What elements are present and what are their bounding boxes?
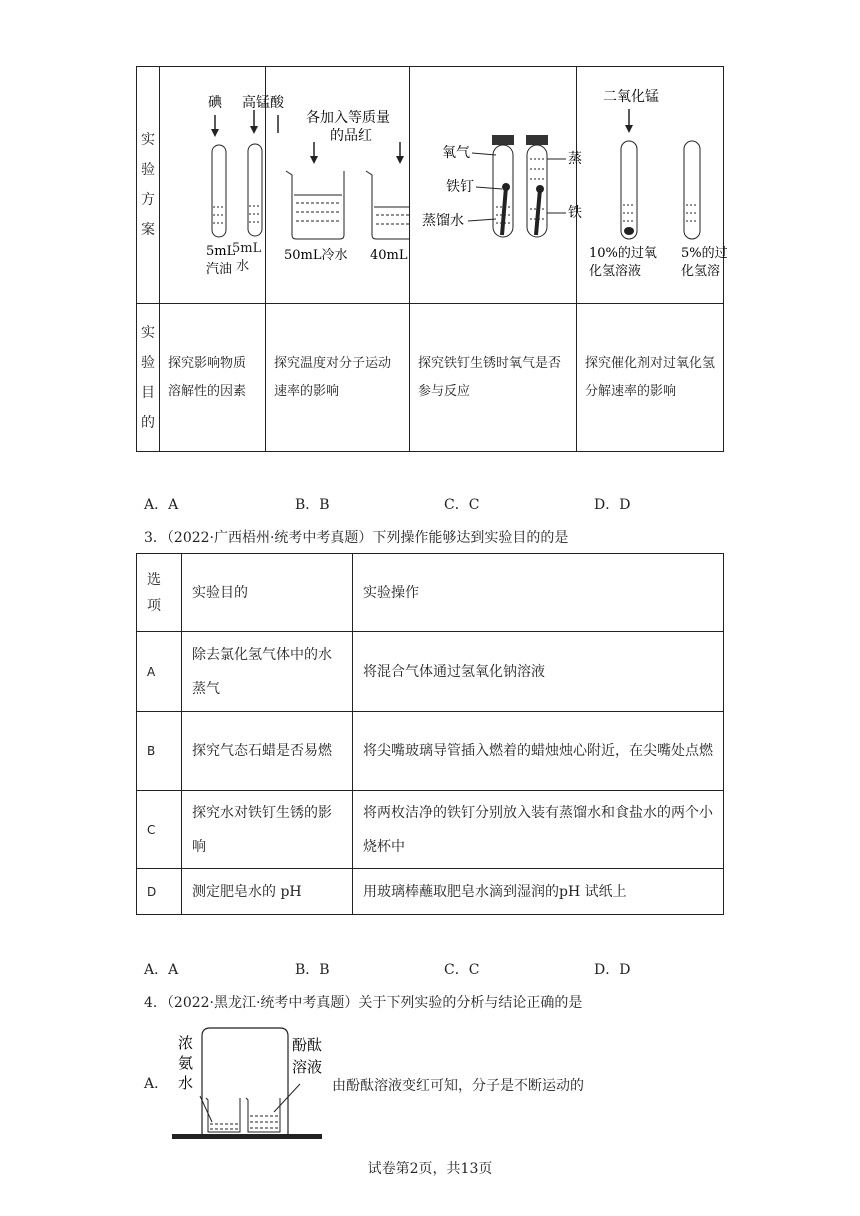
q3-row-b-operation: 将尖嘴玻璃导管插入燃着的蜡烛烛心附近，在尖嘴处点燃 bbox=[353, 712, 724, 791]
scheme-cell-4 bbox=[577, 67, 728, 304]
q3-stem: 3．（2022·广西梧州·统考中考真题）下列操作能够达到实验目的的是 bbox=[144, 530, 569, 546]
label-5ml-water: 5mL 水 bbox=[232, 241, 262, 274]
q3-row-a-operation: 将混合气体通过氢氧化钠溶液 bbox=[353, 632, 724, 712]
q3-table bbox=[136, 553, 724, 915]
catalyst-tubes-diagram bbox=[577, 67, 728, 303]
label-40ml: 40mL bbox=[370, 248, 408, 263]
q3-row-b-option: B bbox=[137, 712, 182, 791]
q3-row-b-goal: 探究气态石蜡是否易燃 bbox=[182, 712, 353, 791]
label-iron-nail: 铁钉 bbox=[446, 179, 474, 195]
q4-label-phenol-2: 溶液 bbox=[292, 1058, 323, 1076]
q4-label-phenol-1: 酚酞 bbox=[292, 1036, 323, 1054]
water-tube bbox=[246, 144, 266, 236]
row-header-goal-text: 实验目的 bbox=[141, 324, 155, 431]
q3-header-operation: 实验操作 bbox=[353, 554, 724, 632]
label-5ml-gasoline-2: 汽油 bbox=[206, 262, 233, 277]
option-b-2: B．B bbox=[295, 962, 330, 978]
goal-cell-2: 探究温度对分子运动速率的影响 bbox=[266, 304, 410, 452]
scheme-cell-3 bbox=[410, 67, 582, 304]
q3-header-option bbox=[137, 554, 182, 632]
label-pinkred-1: 各加入等质量 bbox=[306, 110, 390, 126]
q3-row-c-goal: 探究水对铁钉生锈的影响 bbox=[182, 791, 353, 869]
label-iodine: 碘 bbox=[208, 95, 222, 111]
q4-option-a-prefix: A． bbox=[144, 1076, 169, 1092]
iron-nail-tubes-diagram bbox=[410, 67, 582, 303]
label-50ml-cold-water: 50mL冷水 bbox=[284, 248, 348, 263]
label-distilled-water: 蒸馏水 bbox=[422, 213, 464, 229]
label-iron-cut: 铁 bbox=[568, 205, 582, 221]
q3-row-c-operation: 将两枚洁净的铁钉分别放入装有蒸馏水和食盐水的两个小烧杯中 bbox=[353, 791, 724, 869]
label-5ml-gasoline-1: 5mL bbox=[206, 244, 236, 259]
goal-cell-3: 探究铁钉生锈时氧气是否参与反应 bbox=[410, 304, 577, 452]
option-d-1: D．D bbox=[594, 497, 631, 513]
option-d-2: D．D bbox=[594, 962, 631, 978]
row-header-goal bbox=[137, 304, 160, 452]
experiment-table bbox=[136, 66, 728, 452]
q3-row-d-goal: 测定肥皂水的 pH bbox=[182, 869, 353, 915]
option-c-2: C．C bbox=[444, 962, 480, 978]
q4-stem: 4．（2022·黑龙江·统考中考真题）关于下列实验的分析与结论正确的是 bbox=[144, 995, 583, 1011]
arrow-down-icon bbox=[248, 110, 260, 140]
option-b-1: B．B bbox=[295, 497, 330, 513]
row-header-scheme-text: 实验方案 bbox=[141, 132, 155, 238]
label-mno2: 二氧化锰 bbox=[603, 89, 659, 105]
beakers-diagram bbox=[266, 67, 409, 303]
goal-cell-1: 探究影响物质溶解性的因素 bbox=[160, 304, 266, 452]
row-header-scheme bbox=[137, 67, 160, 304]
label-10pct-2: 化氢溶液 bbox=[589, 264, 642, 279]
q3-header-goal: 实验目的 bbox=[182, 554, 353, 632]
label-5pct-1: 5%的过 bbox=[681, 246, 728, 261]
ammonia-bell-jar-diagram bbox=[172, 1026, 332, 1142]
scheme-cell-2 bbox=[266, 67, 410, 304]
label-pinkred-2: 的品红 bbox=[330, 128, 372, 144]
label-10pct-1: 10%的过氧 bbox=[589, 246, 657, 261]
goal-cell-4: 探究催化剂对过氧化氢分解速率的影响 bbox=[577, 304, 724, 452]
option-c-1: C．C bbox=[444, 497, 480, 513]
q4-label-ammonia-1: 浓 bbox=[178, 1034, 194, 1052]
q3-row-a-option: A bbox=[137, 632, 182, 712]
q3-row-a-goal: 除去氯化氢气体中的水蒸气 bbox=[182, 632, 353, 712]
q4-label-ammonia-3: 水 bbox=[178, 1074, 194, 1092]
page-footer: 试卷第2页，共13页 bbox=[367, 1161, 493, 1177]
q3-row-d-operation: 用玻璃棒蘸取肥皂水滴到湿润的pH 试纸上 bbox=[353, 869, 724, 915]
q4-option-a-text: 由酚酞溶液变红可知，分子是不断运动的 bbox=[332, 1078, 584, 1094]
label-steam-cut: 蒸 bbox=[568, 151, 582, 167]
label-oxygen: 氧气 bbox=[442, 145, 470, 161]
q3-row-d-option: D bbox=[137, 869, 182, 915]
option-a-1: A．A bbox=[144, 497, 179, 513]
q3-row-c-option: C bbox=[137, 791, 182, 869]
q4-label-ammonia-2: 氨 bbox=[178, 1054, 194, 1072]
label-5pct-2: 化氢溶 bbox=[681, 264, 721, 279]
option-a-2: A．A bbox=[144, 962, 179, 978]
label-permanganate: 高锰酸 bbox=[242, 95, 284, 111]
q3-header-option-text: 选项 bbox=[147, 571, 161, 614]
